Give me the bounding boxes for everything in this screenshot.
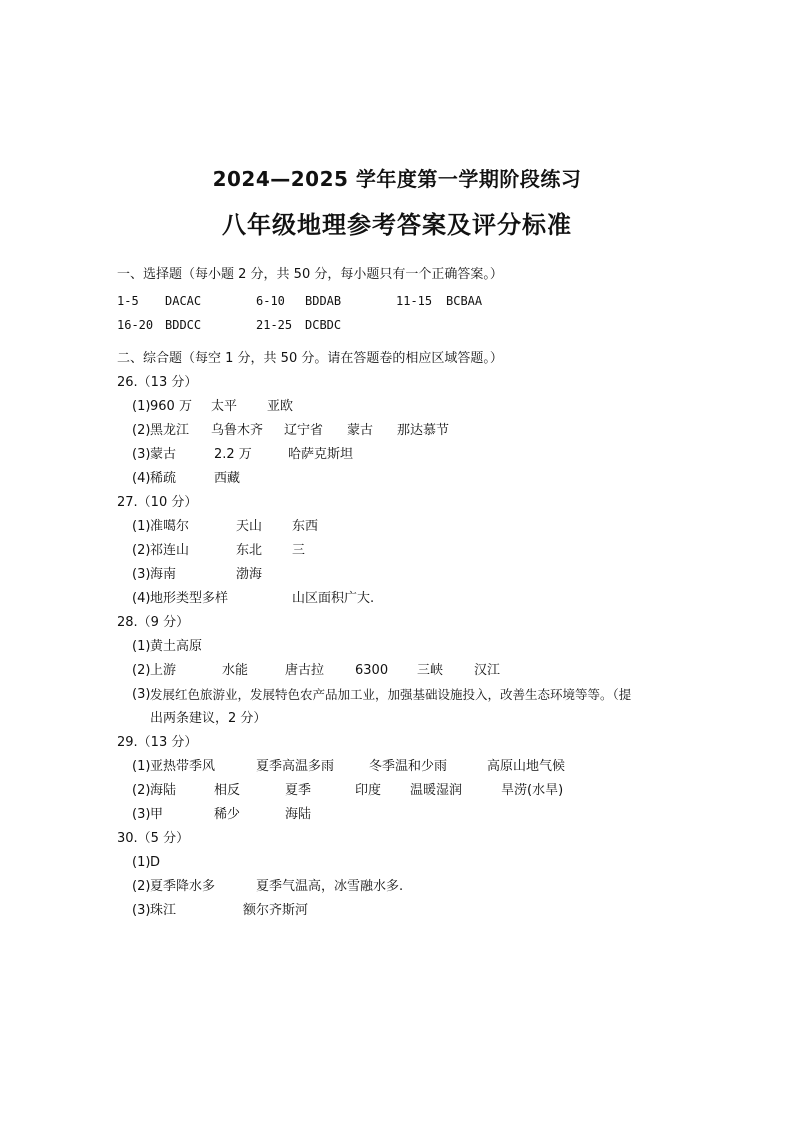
answer: 海陆 [285, 807, 312, 822]
answer: 汉江 [474, 663, 501, 678]
choice-answer: BDDAB [305, 294, 342, 308]
answer: 水能 [222, 663, 249, 678]
answer: 海陆 [150, 783, 177, 798]
answer: 哈萨克斯坦 [288, 447, 354, 462]
item-number: (1) [132, 399, 151, 414]
answer: 上游 [150, 663, 177, 678]
answer: 准噶尔 [150, 519, 190, 534]
answer: 夏季 [285, 783, 312, 798]
item-number: (2) [132, 663, 151, 678]
answer: 东北 [236, 543, 263, 558]
section1-heading: 一、选择题（每小题 2 分，共 50 分，每小题只有一个正确答案。） [117, 267, 503, 282]
answer: 印度 [355, 783, 382, 798]
question-26-header: 26.（13 分） [117, 375, 198, 390]
item-number: (3) [132, 807, 151, 822]
item-number: (1) [132, 855, 151, 870]
answer: 夏季气温高，冰雪融水多. [256, 879, 404, 894]
answer: 海南 [150, 567, 177, 582]
choice-answer: BDDCC [165, 318, 202, 332]
question-28-header: 28.（9 分） [117, 615, 190, 630]
answer: 珠江 [150, 903, 177, 918]
item-number: (1) [132, 519, 151, 534]
question-30-header: 30.（5 分） [117, 831, 190, 846]
choice-range: 21-25 [256, 318, 293, 332]
answer: 夏季高温多雨 [256, 759, 335, 774]
item-number: (3) [132, 567, 151, 582]
answer: 黄土高原 [150, 639, 203, 654]
answer: 西藏 [214, 471, 241, 486]
answer-text: 出两条建议，2 分） [150, 711, 267, 726]
title-line-2: 八年级地理参考答案及评分标准 [222, 211, 572, 239]
title-line-1: 2024—2025 学年度第一学期阶段练习 [212, 167, 582, 191]
answer: 三 [292, 543, 306, 558]
answer: 冬季温和少雨 [369, 759, 448, 774]
choice-answer: DCBDC [305, 318, 342, 332]
answer: 天山 [236, 519, 263, 534]
question-29-header: 29.（13 分） [117, 735, 198, 750]
item-number: (2) [132, 423, 151, 438]
choice-range: 6-10 [256, 294, 285, 308]
item-number: (3) [132, 903, 151, 918]
answer: 稀少 [214, 807, 241, 822]
answer: 2.2 万 [214, 447, 252, 462]
answer: 山区面积广大. [292, 591, 375, 606]
answer: 三峡 [417, 663, 444, 678]
answer: 额尔齐斯河 [243, 903, 309, 918]
answer: 温暖湿润 [410, 783, 463, 798]
choice-answer: BCBAA [446, 294, 483, 308]
section2-heading: 二、综合题（每空 1 分，共 50 分。请在答题卷的相应区域答题。） [117, 351, 503, 366]
item-number: (2) [132, 543, 151, 558]
answer: 唐古拉 [285, 663, 325, 678]
item-number: (4) [132, 591, 151, 606]
answer: 旱涝(水旱) [501, 783, 564, 798]
answer: 6300 [355, 663, 389, 678]
answer: 高原山地气候 [487, 759, 566, 774]
answer: 稀疏 [150, 471, 177, 486]
item-number: (4) [132, 471, 151, 486]
answer: 蒙古 [347, 423, 374, 438]
answer-text: 发展红色旅游业，发展特色农产品加工业，加强基础设施投入，改善生态环境等等。（提 [150, 687, 632, 702]
answer: 太平 [211, 399, 238, 414]
item-number: (2) [132, 783, 151, 798]
answer: 地形类型多样 [150, 591, 229, 606]
item-number: (3) [132, 447, 151, 462]
question-27-header: 27.（10 分） [117, 495, 198, 510]
choice-range: 1-5 [117, 294, 139, 308]
answer: 辽宁省 [284, 423, 324, 438]
answer: 甲 [150, 807, 164, 822]
answer: 黑龙江 [150, 423, 190, 438]
answer: 东西 [292, 519, 319, 534]
item-number: (1) [132, 639, 151, 654]
item-number: (2) [132, 879, 151, 894]
choice-range: 16-20 [117, 318, 154, 332]
item-number: (3) [132, 687, 151, 702]
choice-range: 11-15 [396, 294, 433, 308]
answer: 祁连山 [150, 543, 190, 558]
answer: 蒙古 [150, 447, 177, 462]
answer: 960 万 [150, 399, 192, 414]
answer: 那达慕节 [397, 423, 450, 438]
answer: 相反 [214, 783, 241, 798]
item-number: (1) [132, 759, 151, 774]
answer: 亚欧 [267, 399, 294, 414]
answer: 夏季降水多 [150, 879, 216, 894]
choice-answer: DACAC [165, 294, 202, 308]
answer: 渤海 [236, 567, 263, 582]
answer: 亚热带季风 [150, 759, 216, 774]
answer: D [150, 855, 161, 870]
answer: 乌鲁木齐 [211, 423, 264, 438]
